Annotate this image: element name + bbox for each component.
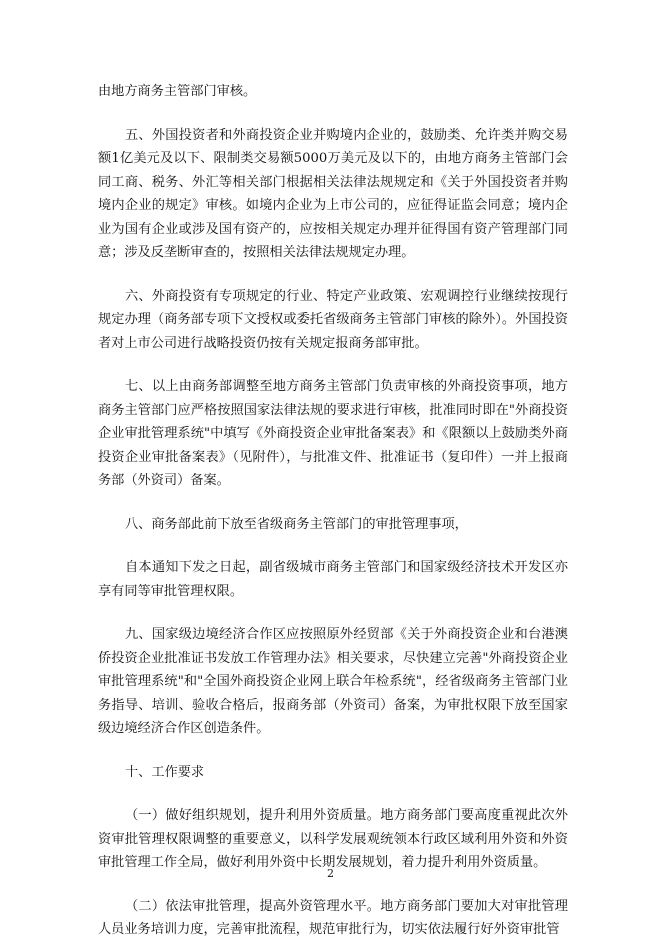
paragraph-subitem-1: （一）做好组织规划，提升利用外资质量。地方商务部门要高度重视此次外资审批管理权限调整的重要意义，以科学发展观统领本行政区域利用外资和外资审批管理工作全局，做好利用外资中长期发展规划，着力提升利用外资质量。 xyxy=(98,808,568,870)
paragraph-subitem-2: （二）依法审批管理，提高外资管理水平。地方商务部门要加大对审批管理人员业务培训力度，完善审批流程，规范审批行为，切实依法履行好外资审批管 xyxy=(98,898,568,937)
paragraph-item-9: 九、国家级边境经济合作区应按照原外经贸部《关于外商投资企业和台港澳侨投资企业批准证书发放工作管理办法》相关要求，尽快建立完善"外商投资企业审批管理系统"和"全国外商投资企业网上联合年检系统"，经省级商务主管部门业务指导、培训、验收合格后，报商务部（外资司）备案，为审批权限下放至国家级边境经济合作区创造条件。 xyxy=(98,627,568,736)
document-body xyxy=(98,80,568,942)
paragraph-item-7: 七、以上由商务部调整至地方商务主管部门负责审核的外商投资事项，地方商务主管部门应严格按照国家法律法规的要求进行审核，批准同时即在"外商投资企业审批管理系统"中填写《外商投资企业审批备案表》和《限额以上鼓励类外商投资企业审批备案表》（见附件），与批准文件、批准证书（复印件）一并上报商务部（外资司）备案。 xyxy=(98,379,568,488)
page-number: 2 xyxy=(327,867,334,880)
paragraph-item-5: 五、外国投资者和外商投资企业并购境内企业的，鼓励类、允许类并购交易额1亿美元及以下、限制类交易额5000万美元及以下的，由地方商务主管部门会同工商、税务、外汇等相关部门根据相关法律法规规定和《关于外国投资者并购境内企业的规定》审核。如境内企业为上市公司的，应征得证监会同意；境内企业为国有企业或涉及国有资产的，应按相关规定办理并征得国有资产管理部门同意；涉及反垄断审查的，按照相关法律法规规定办理。 xyxy=(98,127,568,260)
section-heading-work-requirements: 十、工作要求 xyxy=(125,764,205,780)
paragraph-item-8-continued: 自本通知下发之日起，副省级城市商务主管部门和国家级经济技术开发区亦享有同等审批管理权限。 xyxy=(98,560,568,599)
paragraph-item-6: 六、外商投资有专项规定的行业、特定产业政策、宏观调控行业继续按现行规定办理（商务部专项下文授权或委托省级商务主管部门审核的除外）。外国投资者对上市公司进行战略投资仍按有关规定报商务部审批。 xyxy=(98,288,568,351)
paragraph-continuation: 由地方商务主管部门审核。 xyxy=(98,84,257,99)
paragraph-item-8: 八、商务部此前下放至省级商务主管部门的审批管理事项， xyxy=(125,516,468,532)
